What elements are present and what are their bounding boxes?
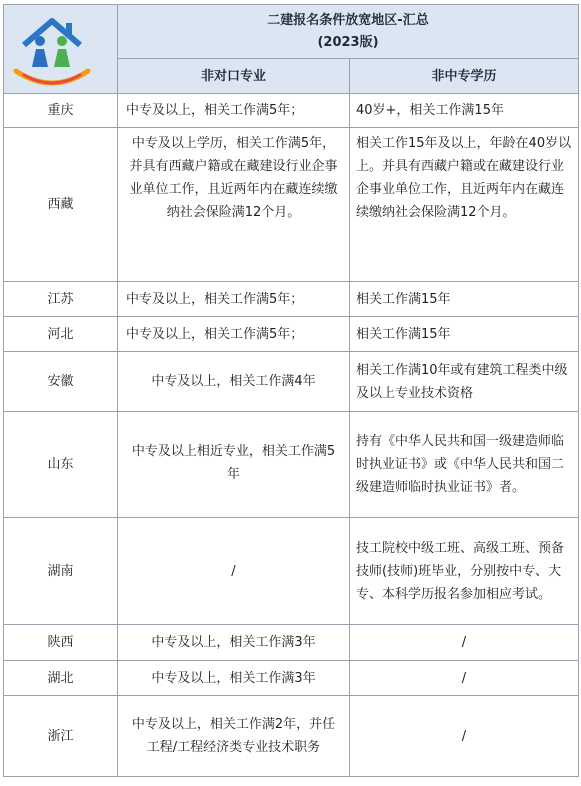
region-cell: 陕西 — [4, 625, 118, 661]
table-row — [4, 696, 579, 777]
non-secondary-cell: 相关工作满15年 — [350, 317, 579, 352]
title-row — [4, 5, 579, 59]
non-major-cell: 中专及以上相近专业，相关工作满5年 — [118, 412, 350, 518]
region-cell: 江苏 — [4, 282, 118, 317]
non-major-cell: 中专及以上，相关工作满3年 — [118, 625, 350, 661]
non-secondary-cell: 持有《中华人民共和国一级建造师临时执业证书》或《中华人民共和国二级建造师临时执业证书》者。 — [350, 412, 579, 518]
table-row — [4, 625, 579, 661]
table-row — [4, 317, 579, 352]
non-major-cell: 中专及以上，相关工作满5年； — [118, 317, 350, 352]
table-row — [4, 282, 579, 317]
conditions-table — [3, 4, 579, 777]
non-major-cell: 中专及以上，相关工作满5年； — [118, 282, 350, 317]
region-cell: 浙江 — [4, 696, 118, 777]
table-row — [4, 128, 579, 282]
region-cell: 安徽 — [4, 352, 118, 412]
non-secondary-cell: / — [350, 625, 579, 661]
region-cell: 湖北 — [4, 661, 118, 696]
region-cell: 重庆 — [4, 94, 118, 128]
non-secondary-cell: 相关工作满15年 — [350, 282, 579, 317]
non-secondary-cell: 相关工作15年及以上，年龄在40岁以上。并具有西藏户籍或在藏建设行业企事业单位工作，且近两年内在藏连续缴纳社会保险满12个月。 — [350, 128, 579, 282]
col-header-non-major: 非对口专业 — [118, 59, 350, 94]
non-major-cell: 中专及以上，相关工作满3年 — [118, 661, 350, 696]
region-cell: 河北 — [4, 317, 118, 352]
region-cell: 西藏 — [4, 128, 118, 282]
table-row — [4, 352, 579, 412]
table-row — [4, 518, 579, 625]
col-header-non-secondary: 非中专学历 — [350, 59, 579, 94]
table-row — [4, 94, 579, 128]
non-major-cell: 中专及以上学历，相关工作满5年，并具有西藏户籍或在藏建设行业企事业单位工作，且近两年内在藏连续缴纳社会保险满12个月。 — [118, 128, 350, 282]
non-secondary-cell: 技工院校中级工班、高级工班、预备技师(技师)班毕业，分别按中专、大专、本科学历报名参加相应考试。 — [350, 518, 579, 625]
title-line-1: 二建报名条件放宽地区-汇总 — [267, 12, 429, 28]
non-secondary-cell: 相关工作满10年或有建筑工程类中级及以上专业技术资格 — [350, 352, 579, 412]
house-logo-icon — [10, 11, 94, 91]
non-secondary-cell: 40岁+，相关工作满15年 — [350, 94, 579, 128]
region-cell: 山东 — [4, 412, 118, 518]
table-row — [4, 661, 579, 696]
non-secondary-cell: / — [350, 696, 579, 777]
non-secondary-cell: / — [350, 661, 579, 696]
non-major-cell: 中专及以上，相关工作满5年； — [118, 94, 350, 128]
table-title — [118, 5, 579, 59]
title-line-2: (2023版) — [317, 34, 379, 50]
non-major-cell: 中专及以上，相关工作满2年，并任工程/工程经济类专业技术职务 — [118, 696, 350, 777]
logo-cell — [4, 5, 118, 94]
table-row — [4, 412, 579, 518]
region-cell: 湖南 — [4, 518, 118, 625]
non-major-cell: / — [118, 518, 350, 625]
non-major-cell: 中专及以上，相关工作满4年 — [118, 352, 350, 412]
